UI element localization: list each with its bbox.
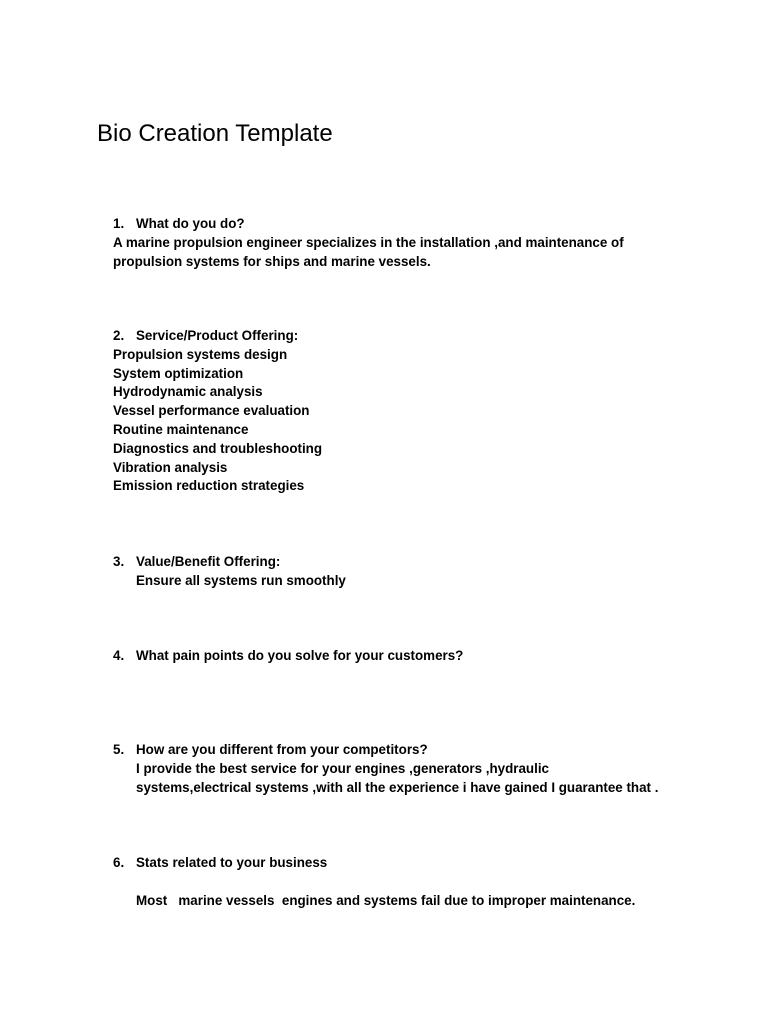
service-list	[113, 346, 322, 496]
question-5-answer-line-2: systems,electrical systems ,with all the experience i have gained I guarantee that .	[136, 779, 659, 795]
question-1-section	[113, 215, 624, 271]
question-3-row	[113, 553, 346, 572]
service-list-item: Emission reduction strategies	[113, 478, 305, 494]
question-6-number: 6.	[113, 855, 125, 870]
question-4-row	[113, 647, 463, 666]
question-3-number: 3.	[113, 554, 125, 569]
service-list-item: Diagnostics and troubleshooting	[113, 440, 323, 456]
question-2-section	[113, 327, 322, 496]
service-list-item: Vibration analysis	[113, 459, 228, 475]
service-list-item: Vessel performance evaluation	[113, 403, 310, 419]
question-2-row	[113, 327, 322, 346]
question-5-row	[113, 741, 658, 760]
question-3-answer: Ensure all systems run smoothly	[136, 572, 346, 588]
question-6-section	[113, 854, 635, 910]
document-title: Bio Creation Template	[97, 120, 333, 147]
question-1-answer-line-2: propulsion systems for ships and marine vessels.	[113, 253, 431, 269]
service-list-item: Propulsion systems design	[113, 346, 288, 362]
question-2-number: 2.	[113, 328, 125, 343]
service-list-item: System optimization	[113, 365, 244, 381]
question-2-text: Service/Product Offering:	[136, 328, 299, 343]
question-4-number: 4.	[113, 648, 125, 663]
question-6-row	[113, 854, 635, 873]
question-6-answer: Most marine vessels engines and systems fail due to improper maintenance.	[136, 892, 636, 908]
service-list-item: Routine maintenance	[113, 421, 249, 437]
question-5-answer-line-1: I provide the best service for your engines ,generators ,hydraulic	[136, 760, 550, 776]
question-1-number: 1.	[113, 216, 125, 231]
spacer	[113, 873, 635, 892]
question-3-section	[113, 553, 346, 591]
question-5-number: 5.	[113, 742, 125, 757]
service-list-item: Hydrodynamic analysis	[113, 384, 263, 400]
question-1-text: What do you do?	[136, 216, 245, 231]
question-1-answer-line-1: A marine propulsion engineer specializes in the installation ,and maintenance of	[113, 234, 624, 250]
question-1-row	[113, 215, 624, 234]
question-6-text: Stats related to your business	[136, 855, 328, 870]
question-3-text: Value/Benefit Offering:	[136, 554, 281, 569]
question-4-text: What pain points do you solve for your customers?	[136, 648, 464, 663]
question-5-section	[113, 741, 658, 797]
question-5-text: How are you different from your competitors?	[136, 742, 428, 757]
question-4-section	[113, 647, 463, 666]
